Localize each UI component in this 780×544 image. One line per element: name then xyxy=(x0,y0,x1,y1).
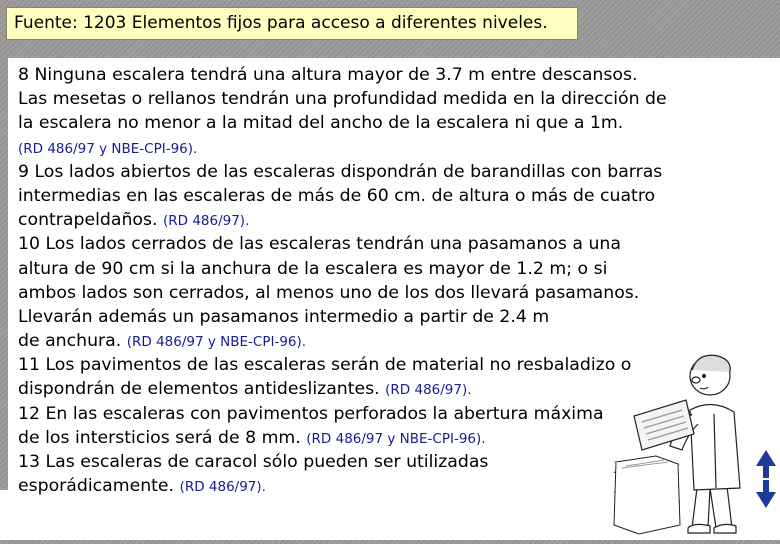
reading-figure xyxy=(608,350,780,540)
text-line xyxy=(18,136,698,160)
text-line: intermedias en las escaleras de más de 60 cm. de altura o más de cuatro xyxy=(18,185,656,206)
regulation-reference: (RD 486/97 y NBE-CPI-96). xyxy=(126,334,307,351)
text-line: esporádicamente. (RD 486/97). xyxy=(18,476,266,497)
regulation-reference: (RD 486/97 y NBE-CPI-96). xyxy=(18,140,198,157)
regulation-reference: (RD 486/97 y NBE-CPI-96). xyxy=(306,430,486,447)
text-line: 10 Los lados cerrados de las escaleras tendrán una pasamanos a una xyxy=(18,234,621,255)
paper-stack-icon xyxy=(614,456,680,534)
text-line: Las mesetas o rellanos tendrán una profundidad medida en la dirección de xyxy=(18,89,667,110)
text-line: dispondrán de elementos antideslizantes. (RD 486/97). xyxy=(18,379,472,400)
source-title: Fuente: 1203 Elementos fijos para acceso a diferentes niveles. xyxy=(14,13,548,33)
text-line: Llevarán además un pasamanos intermedio a partir de 2.4 m xyxy=(18,306,550,327)
text-line: de los intersticios será de 8 mm. (RD 486/97 y NBE-CPI-96). xyxy=(18,427,486,448)
text-line: 12 En las escaleras con pavimentos perforados la abertura máxima xyxy=(18,403,604,424)
regulation-reference: (RD 486/97). xyxy=(385,382,472,399)
left-margin-strip xyxy=(0,58,8,490)
regulation-reference: (RD 486/97). xyxy=(162,213,250,230)
regulation-text xyxy=(18,63,698,498)
text-line: 11 Los pavimentos de las escaleras serán de material no resbaladizo o xyxy=(18,355,632,376)
scroll-arrows-icon xyxy=(756,450,776,508)
text-line: 9 Los lados abiertos de las escaleras dispondrán de barandillas con barras xyxy=(18,161,663,182)
regulation-reference: (RD 486/97). xyxy=(179,479,266,496)
text-line: 8 Ninguna escalera tendrá una altura mayor de 3.7 m entre descansos. xyxy=(18,65,638,85)
text-line: la escalera no menor a la mitad del ancho de la escalera ni que a 1m. xyxy=(18,113,624,134)
text-line: de anchura. (RD 486/97 y NBE-CPI-96). xyxy=(18,331,307,352)
text-line: ambos lados son cerrados, al menos uno de los dos llevará pasamanos. xyxy=(18,282,640,303)
text-line: 13 Las escaleras de caracol sólo pueden ser utilizadas xyxy=(18,452,489,472)
text-line: altura de 90 cm si la anchura de la escalera es mayor de 1.2 m; o si xyxy=(18,258,608,279)
source-box xyxy=(6,7,578,40)
text-line: contrapeldaños. (RD 486/97). xyxy=(18,210,250,231)
